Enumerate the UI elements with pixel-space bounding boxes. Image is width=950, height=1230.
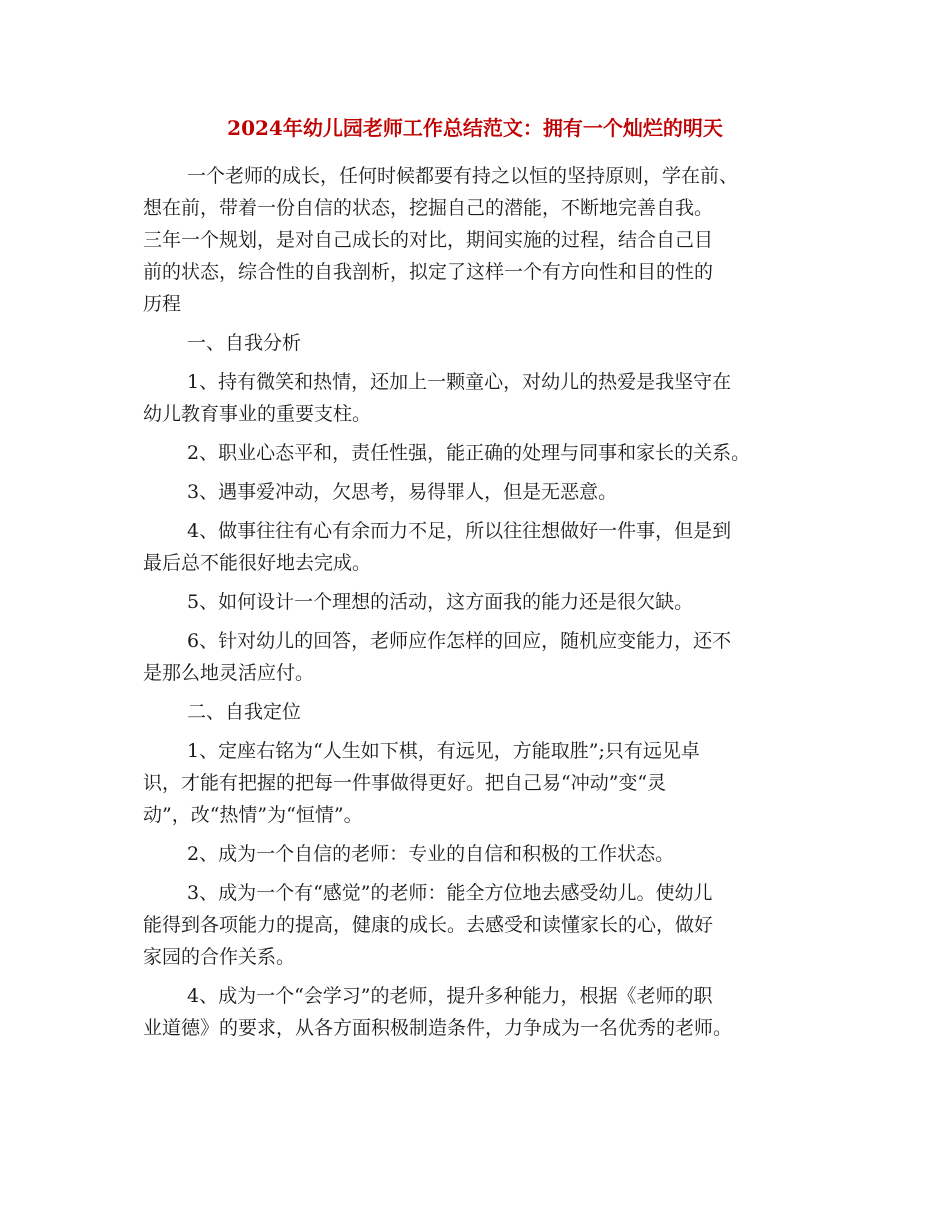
paragraph-intro <box>143 160 823 320</box>
list-item <box>143 877 823 973</box>
paragraph-line: 3、遇事爱冲动，欠思考，易得罪人，但是无恶意。 <box>187 481 618 503</box>
paragraph-line: 是那么地灵活应付。 <box>143 662 315 684</box>
list-item <box>143 735 823 831</box>
paragraph-line: 识，才能有把握的把每一件事做得更好。把自己易“冲动”变“灵 <box>143 772 667 794</box>
paragraph-line: 2、职业心态平和，责任性强，能正确的处理与同事和家长的关系。 <box>187 442 751 464</box>
paragraph-line: 4、做事往往有心有余而力不足，所以往往想做好一件事，但是到 <box>187 520 732 542</box>
section-heading-self-positioning <box>143 696 823 728</box>
paragraph-line: 5、如何设计一个理想的活动，这方面我的能力还是很欠缺。 <box>187 591 694 613</box>
paragraph-line: 二、自我定位 <box>187 701 302 723</box>
paragraph-line: 动”，改“热情”为“恒情”。 <box>143 804 363 826</box>
section-heading-self-analysis <box>143 327 823 359</box>
paragraph-line: 前的状态，综合性的自我剖析，拟定了这样一个有方向性和目的性的 <box>143 261 714 283</box>
paragraph-line: 想在前，带着一份自信的状态，挖掘自己的潜能，不断地完善自我。 <box>143 197 714 219</box>
paragraph-line: 业道德》的要求，从各方面积极制造条件，力争成为一名优秀的老师。 <box>143 1017 733 1039</box>
paragraph-line: 2、成为一个自信的老师：专业的自信和积极的工作状态。 <box>187 843 675 865</box>
document-title: 2024年幼儿园老师工作总结范文：拥有一个灿烂的明天 <box>227 116 723 140</box>
list-item <box>143 437 823 469</box>
document-body <box>143 160 823 1051</box>
paragraph-line: 1、持有微笑和热情，还加上一颗童心，对幼儿的热爱是我坚守在 <box>187 371 732 393</box>
paragraph-line: 一个老师的成长，任何时候都要有持之以恒的坚持原则，学在前、 <box>187 165 739 187</box>
paragraph-line: 3、成为一个有“感觉”的老师：能全方位地去感受幼儿。使幼儿 <box>187 882 713 904</box>
list-item <box>143 586 823 618</box>
list-item <box>143 515 823 579</box>
paragraph-line: 历程 <box>143 293 182 315</box>
paragraph-line: 幼儿教育事业的重要支柱。 <box>143 403 372 425</box>
list-item <box>143 476 823 508</box>
paragraph-line: 三年一个规划，是对自己成长的对比，期间实施的过程，结合自己目 <box>143 229 714 251</box>
paragraph-line: 一、自我分析 <box>187 332 302 354</box>
paragraph-line: 最后总不能很好地去完成。 <box>143 552 372 574</box>
list-item <box>143 980 823 1044</box>
paragraph-line: 4、成为一个“会学习”的老师，提升多种能力，根据《老师的职 <box>187 985 713 1007</box>
paragraph-line: 能得到各项能力的提高，健康的成长。去感受和读懂家长的心，做好 <box>143 914 714 936</box>
list-item <box>143 838 823 870</box>
paragraph-line: 1、定座右铭为“人生如下棋，有远见，方能取胜”;只有远见卓 <box>187 740 700 762</box>
paragraph-line: 家园的合作关系。 <box>143 946 296 968</box>
paragraph-line: 6、针对幼儿的回答，老师应作怎样的回应，随机应变能力，还不 <box>187 630 732 652</box>
list-item <box>143 625 823 689</box>
list-item <box>143 366 823 430</box>
